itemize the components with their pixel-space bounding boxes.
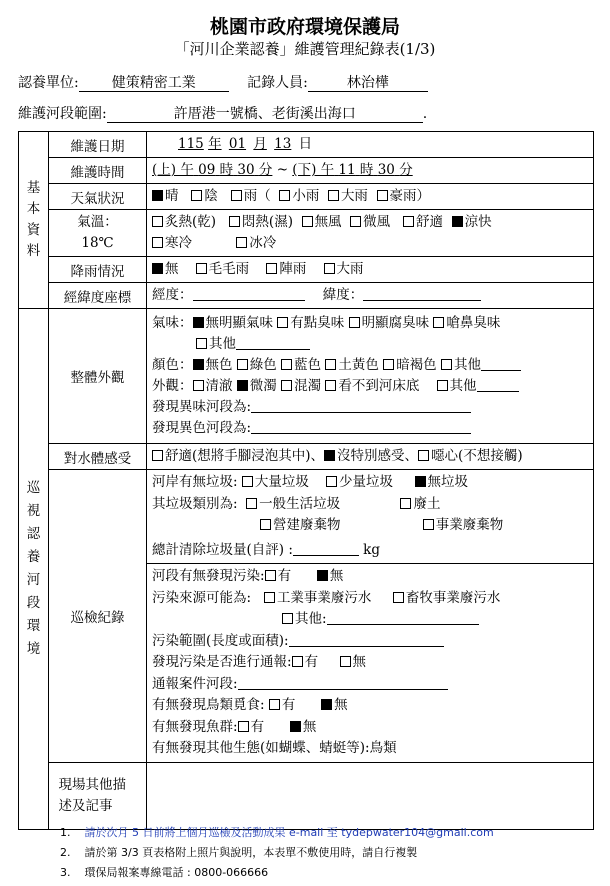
odor-section-label: 發現異味河段為:	[152, 399, 252, 415]
temp-cold-checkbox[interactable]	[152, 237, 163, 248]
footer-notes	[60, 823, 494, 883]
temp-freezing-checkbox[interactable]	[236, 237, 247, 248]
feeling-disgust-checkbox[interactable]	[418, 450, 429, 461]
rainfall-cell: 無 毛毛雨 陣雨 大雨	[147, 257, 594, 283]
feeling-cell: 舒適(想將手腳浸泡其中)、 沒特別感受、 噁心(不想接觸)	[147, 444, 594, 470]
range-label: 維護河段範圍:	[18, 106, 107, 122]
note-item: 1. 請於次月 5 日前將上個月巡檢及活動成果 e-mail 至 tydepwater104@gmail.com	[60, 826, 494, 839]
latitude-field[interactable]	[363, 288, 481, 301]
color-options: 顏色： 無色 綠色 藍色 土黃色 暗褐色 其他	[152, 355, 588, 376]
date-cell: 115 年 01 月 13 日	[147, 132, 594, 158]
source-industrial-checkbox[interactable]	[264, 592, 275, 603]
date-month[interactable]: 01	[228, 136, 247, 152]
garbage-soil-checkbox[interactable]	[400, 498, 411, 509]
patrol-section-label: 巡視認養河段環境	[19, 309, 49, 830]
temp-hot-dry-checkbox[interactable]	[152, 216, 163, 227]
bird-no-checkbox[interactable]	[321, 699, 332, 710]
recorder-value[interactable]: 林治樺	[308, 76, 428, 92]
longitude-label: 經度：	[152, 287, 193, 303]
fish-yes-checkbox[interactable]	[238, 721, 249, 732]
range-end: .	[422, 106, 428, 122]
inspection-row	[19, 470, 594, 763]
bird-yes-checkbox[interactable]	[269, 699, 280, 710]
weather-medium-rain-checkbox[interactable]	[328, 190, 339, 201]
smell-other-field[interactable]	[236, 337, 310, 350]
appearance-row	[19, 309, 594, 444]
feeling-label: 對水體感受	[49, 444, 147, 470]
coordinate-row	[19, 283, 594, 309]
report-case-field[interactable]	[238, 677, 448, 690]
temp-no-wind-checkbox[interactable]	[302, 216, 313, 227]
look-other-field[interactable]	[477, 379, 519, 392]
weather-rain-checkbox[interactable]	[231, 190, 242, 201]
color-none-checkbox[interactable]	[193, 359, 204, 370]
weather-light-rain-checkbox[interactable]	[279, 190, 290, 201]
note-item: 2. 請於第 3/3 頁表格附上照片與說明，本表單不敷使用時，請自行複製	[60, 846, 418, 859]
time-label: 維護時間	[49, 158, 147, 184]
smell-pungent-checkbox[interactable]	[433, 317, 444, 328]
unit-row	[18, 72, 428, 92]
temp-breeze-checkbox[interactable]	[350, 216, 361, 227]
note-item: 3. 環保局報案專線電話 : 0800-066666	[60, 866, 269, 879]
garbage-household-checkbox[interactable]	[246, 498, 257, 509]
report-yes-checkbox[interactable]	[292, 656, 303, 667]
appearance-cell: 氣味： 無明顯氣味 有點臭味 明顯腐臭味 嗆鼻臭味 其他 顏色： 無色 綠色 藍色 土黃色 暗褐色 其他 外觀： 清澈 微濁 混濁 看不到河床底 其他 發現異味河段為: 發現異色河段為:	[147, 309, 594, 444]
temperature-cell: 炙熱(乾) 悶熱(濕) 無風 微風 舒適 涼快 寒冷 冰冷	[147, 210, 594, 257]
garbage-block: 河岸有無垃圾: 大量垃圾 少量垃圾 無垃圾 其垃圾類別為: 一般生活垃圾 廢土 營建廢棄物 事業廢棄物 總計清除垃圾量(自評) : kg	[147, 470, 593, 564]
notes-field[interactable]	[147, 762, 594, 829]
garbage-large-checkbox[interactable]	[242, 476, 253, 487]
smell-rotten-checkbox[interactable]	[349, 317, 360, 328]
time-start[interactable]: (上) 午 09 時 30 分	[152, 162, 273, 178]
note-email[interactable]: 請於次月 5 日前將上個月巡檢及活動成果 e-mail 至 tydepwater104@gmail.com	[84, 826, 494, 839]
rainfall-row	[19, 257, 594, 283]
color-other-field[interactable]	[481, 358, 521, 371]
smell-other-checkbox[interactable]	[196, 338, 207, 349]
look-turbid-checkbox[interactable]	[281, 380, 292, 391]
appearance-label: 整體外觀	[49, 309, 147, 444]
color-other-checkbox[interactable]	[441, 359, 452, 370]
weather-row	[19, 184, 594, 210]
color-section-field[interactable]	[251, 421, 471, 434]
coordinate-label: 經緯度座標	[49, 283, 147, 309]
date-row	[19, 132, 594, 158]
feeling-row	[19, 444, 594, 470]
time-end[interactable]: (下) 午 11 時 30 分	[292, 162, 413, 178]
feeling-comfortable-checkbox[interactable]	[152, 450, 163, 461]
source-livestock-checkbox[interactable]	[393, 592, 404, 603]
longitude-field[interactable]	[193, 288, 305, 301]
time-row	[19, 158, 594, 184]
garbage-small-checkbox[interactable]	[326, 476, 337, 487]
date-year[interactable]: 115	[178, 136, 204, 152]
inspection-label: 巡檢紀錄	[49, 470, 147, 763]
pollution-no-checkbox[interactable]	[317, 570, 328, 581]
date-day[interactable]: 13	[274, 136, 292, 152]
look-clear-checkbox[interactable]	[193, 380, 204, 391]
color-green-checkbox[interactable]	[237, 359, 248, 370]
date-label: 維護日期	[49, 132, 147, 158]
garbage-construction-checkbox[interactable]	[260, 519, 271, 530]
temperature-value: 18℃	[81, 235, 114, 251]
rain-shower-checkbox[interactable]	[266, 263, 277, 274]
color-blue-checkbox[interactable]	[281, 359, 292, 370]
form-title: 桃園市政府環境保護局	[209, 16, 400, 38]
rain-drizzle-checkbox[interactable]	[196, 263, 207, 274]
other-eco-value[interactable]: 鳥類	[369, 740, 397, 756]
recorder-label: 記錄人員:	[247, 75, 308, 91]
look-other-checkbox[interactable]	[437, 380, 448, 391]
range-value[interactable]: 許厝港一號橋、老街溪出海口	[107, 107, 423, 123]
smell-none-checkbox[interactable]	[193, 317, 204, 328]
range-row	[18, 103, 427, 123]
rain-none-checkbox[interactable]	[152, 263, 163, 274]
temperature-label: 氣溫： 18℃	[49, 210, 147, 257]
garbage-none-checkbox[interactable]	[415, 476, 426, 487]
garbage-total-field[interactable]	[293, 543, 359, 556]
temp-cool-checkbox[interactable]	[452, 216, 463, 227]
basic-section-label: 基本資料	[19, 132, 49, 309]
report-no-checkbox[interactable]	[340, 656, 351, 667]
pollution-yes-checkbox[interactable]	[265, 570, 276, 581]
look-slightly-turbid-checkbox[interactable]	[237, 380, 248, 391]
time-cell: (上) 午 09 時 30 分 ~ (下) 午 11 時 30 分	[147, 158, 594, 184]
color-brown-checkbox[interactable]	[383, 359, 394, 370]
odor-section-field[interactable]	[251, 400, 471, 413]
look-options: 外觀： 清澈 微濁 混濁 看不到河床底 其他	[152, 376, 588, 397]
unit-value[interactable]: 健策精密工業	[79, 76, 229, 92]
form-subtitle: 「河川企業認養」維護管理紀錄表(1/3)	[174, 40, 436, 58]
unit-label: 認養單位:	[18, 75, 79, 91]
inspection-cell	[147, 470, 594, 763]
source-other-checkbox[interactable]	[282, 613, 293, 624]
weather-cloudy-checkbox[interactable]	[191, 190, 202, 201]
pollution-scope-field[interactable]	[289, 634, 444, 647]
temp-hot-humid-checkbox[interactable]	[229, 216, 240, 227]
weather-cell: 晴 陰 雨（ 小雨 大雨 豪雨）	[147, 184, 594, 210]
smell-slight-checkbox[interactable]	[277, 317, 288, 328]
pollution-block: 河段有無發現污染: 有 無 污染來源可能為: 工業事業廢污水 畜牧事業廢污水 其他: 污染範圍(長度或面積): 發現污染是否進行通報: 有 無 通報案件河段: 有無發現鳥類覓食: 有 無 有無發現魚群: 有 無 有無發現其他生態(如蝴蝶、蜻蜓等):鳥類	[152, 568, 501, 756]
notes-row	[19, 762, 594, 829]
feeling-nothing-checkbox[interactable]	[324, 450, 335, 461]
weather-label: 天氣狀況	[49, 184, 147, 210]
record-table	[18, 131, 594, 830]
temperature-row	[19, 210, 594, 257]
look-no-bottom-checkbox[interactable]	[325, 380, 336, 391]
notes-label: 現場其他描述及記事	[49, 762, 147, 829]
rainfall-label: 降雨情況	[49, 257, 147, 283]
garbage-industrial-checkbox[interactable]	[423, 519, 434, 530]
color-yellow-checkbox[interactable]	[325, 359, 336, 370]
latitude-label: 緯度：	[322, 287, 364, 303]
weather-heavy-rain-checkbox[interactable]	[377, 190, 388, 201]
temp-comfortable-checkbox[interactable]	[403, 216, 414, 227]
coordinate-cell	[147, 283, 594, 309]
smell-options: 氣味： 無明顯氣味 有點臭味 明顯腐臭味 嗆鼻臭味	[152, 315, 501, 331]
color-section-label: 發現異色河段為:	[152, 420, 252, 436]
fish-no-checkbox[interactable]	[290, 721, 301, 732]
weather-sunny-checkbox[interactable]	[152, 190, 163, 201]
source-other-field[interactable]	[327, 612, 479, 625]
rain-heavy-checkbox[interactable]	[324, 263, 335, 274]
